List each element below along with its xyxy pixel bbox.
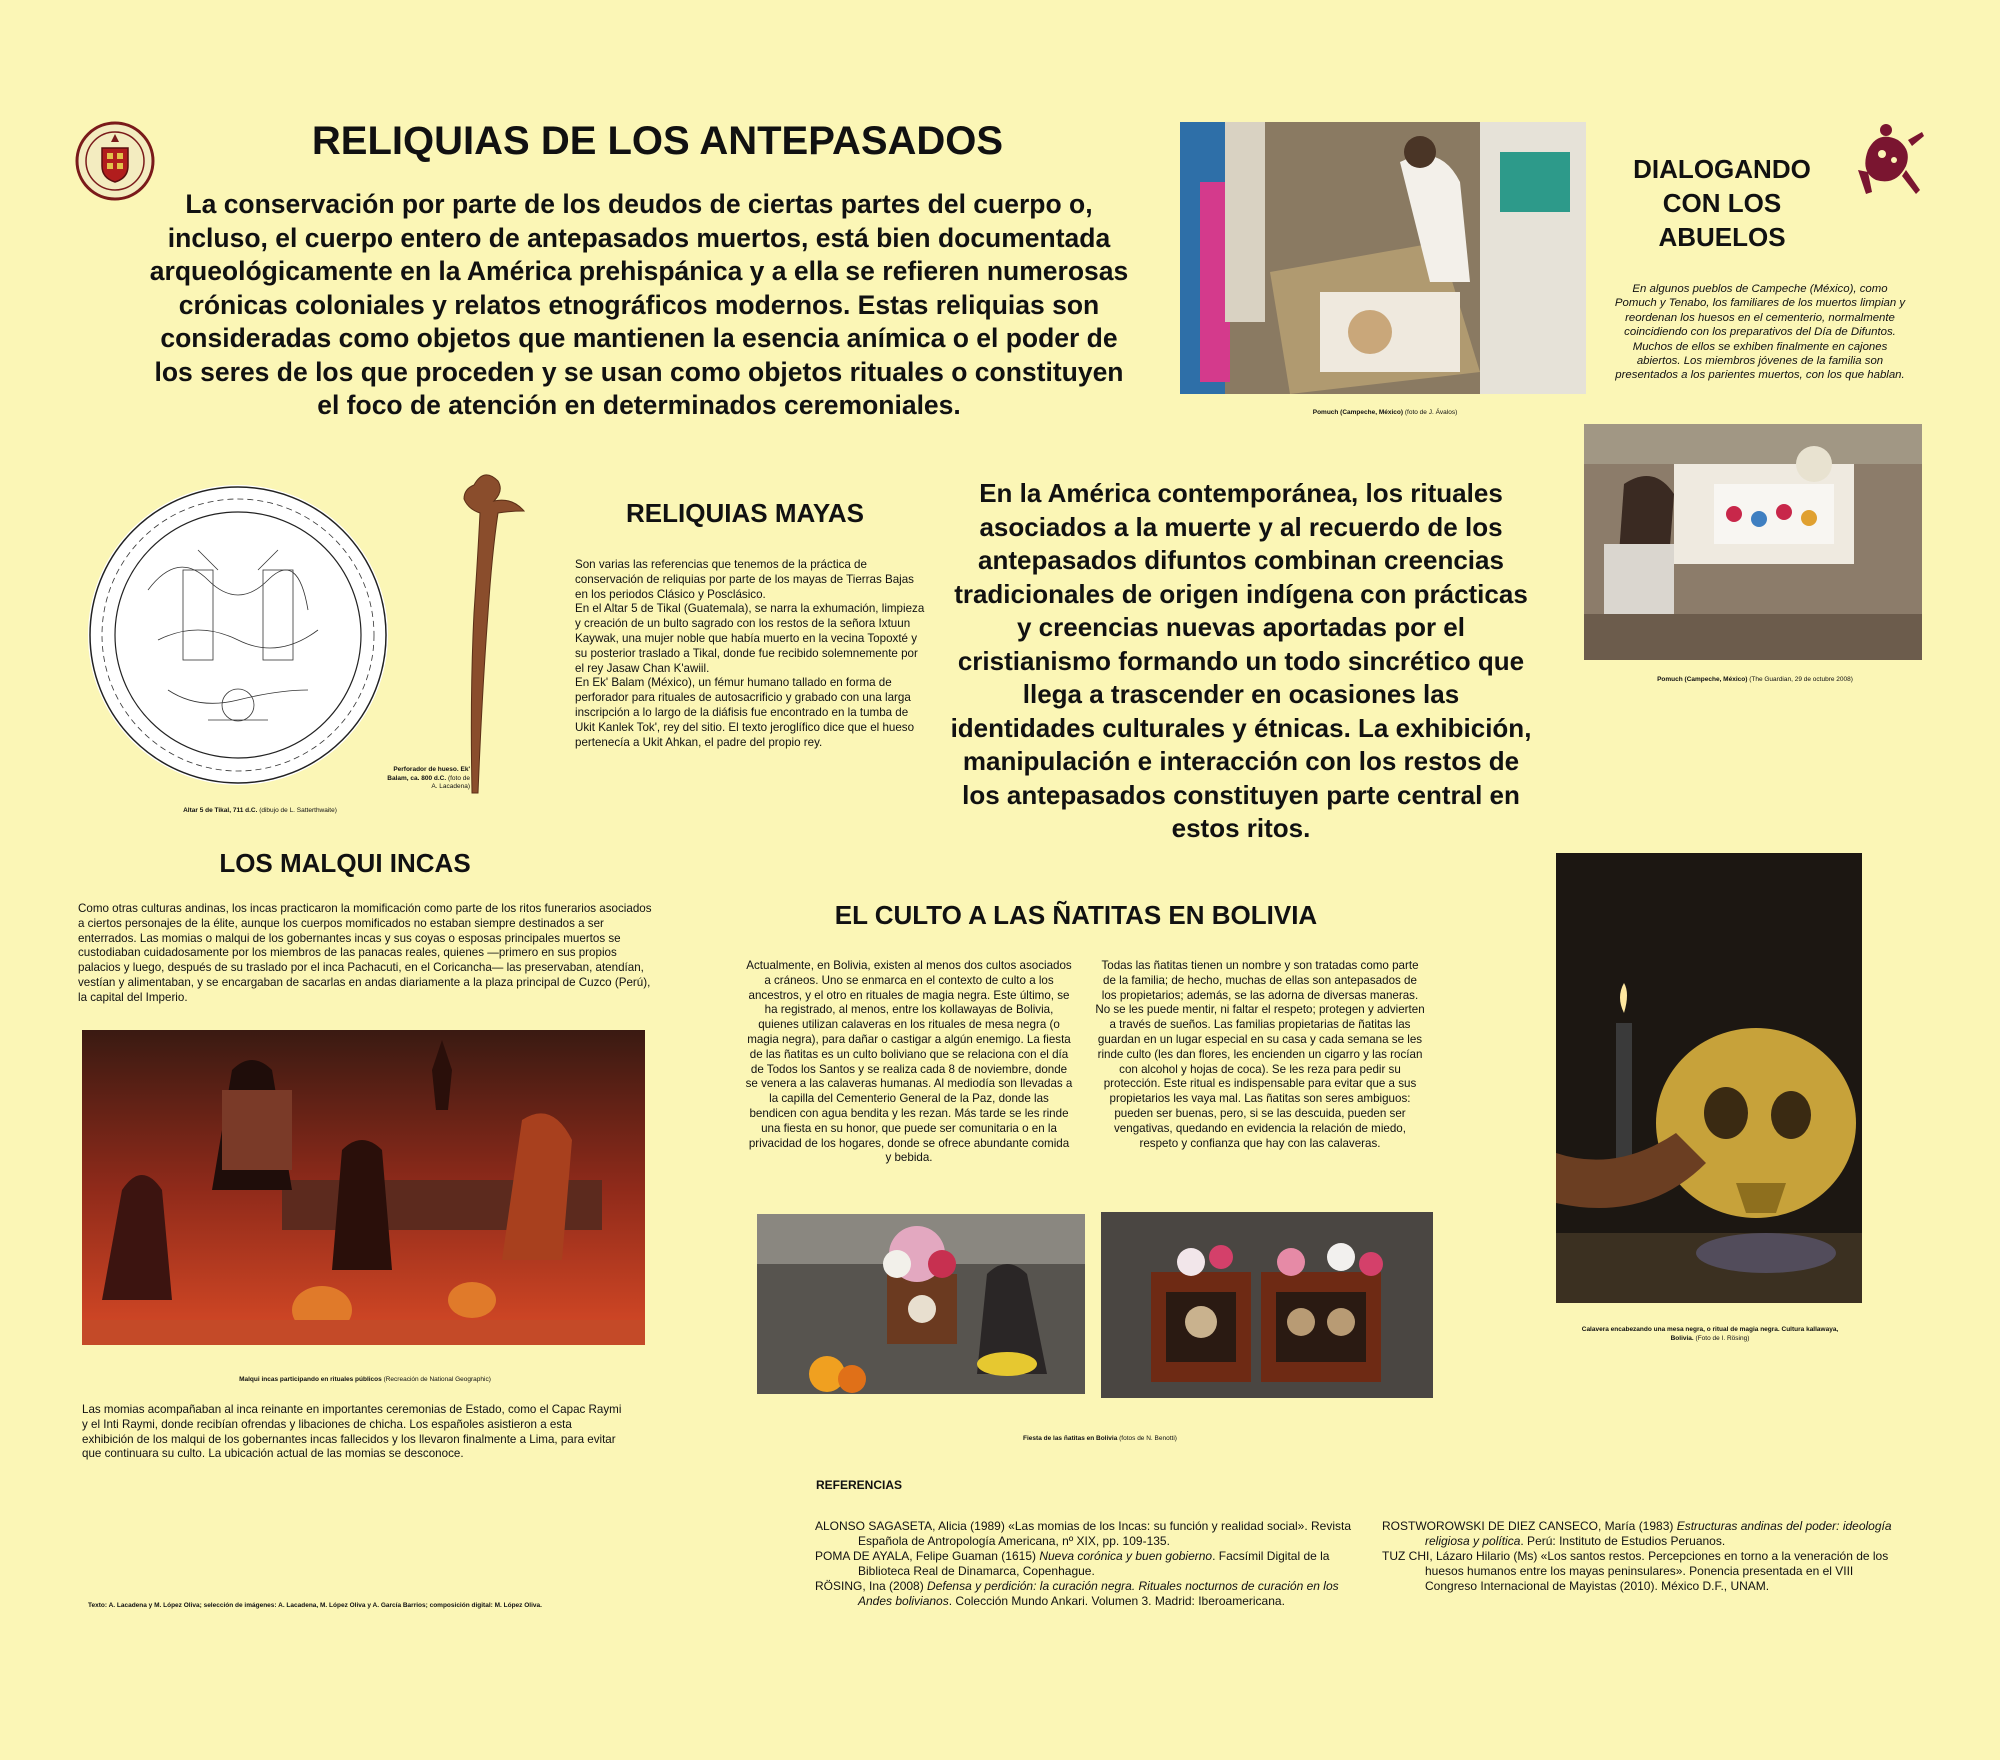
altar-5-tikal-drawing <box>88 470 388 770</box>
page-title: RELIQUIAS DE LOS ANTEPASADOS <box>311 119 1004 163</box>
credits: Texto: A. Lacadena y M. López Oliva; selección de imágenes: A. Lacadena, M. López Oliva y A. García Barrios; composición digital: M. López Oliva. <box>88 1602 542 1609</box>
university-crest-logo <box>74 120 156 202</box>
referencias-right <box>1382 1519 1902 1594</box>
mayas-title: RELIQUIAS MAYAS <box>626 498 864 528</box>
ref-rosing: RÖSING, Ina (2008) Defensa y perdición: la curación negra. Rituales nocturnos de curación en los Andes bolivianos. Colección Mundo Ankari. Volumen 3. Madrid: Iberoamericana. <box>815 1579 1339 1608</box>
pomuch-photo2-caption: Pomuch (Campeche, México) (The Guardian, 29 de octubre 2008) <box>1657 676 1853 683</box>
ref-alonso: ALONSO SAGASETA, Alicia (1989) «Las momias de los Incas: su función y realidad social». Revista Española de Antropología Americana, nº XIX, pp. 109-135. <box>815 1519 1352 1548</box>
incas-title: LOS MALQUI INCAS <box>219 848 471 878</box>
ref-tuz-chi: TUZ CHI, Lázaro Hilario (Ms) «Los santos restos. Percepciones en torno a la veneración de los huesos humanos entre los mayas peninsulares». Ponencia presentada en el VIII Congreso Internacional de Mayistas (2010). México D.F., UNAM. <box>1382 1549 1889 1593</box>
dialogando-text: En algunos pueblos de Campeche (México), como Pomuch y Tenabo, los familiares de los muertos limpian y reordenan los huesos en el cementerio, normalmente coincidiendo con los preparativos del Día de Difuntos. Muchos de ellos se exhiben finalmente en cajones abiertos. Los miembros jóvenes de la familia son presentados a los parientes muertos, con los que hablan. <box>1614 283 1906 382</box>
referencias-title: REFERENCIAS <box>816 1478 903 1492</box>
pomuch-child-photo <box>1584 424 1922 660</box>
natitas-col2: Todas las ñatitas tienen un nombre y son tratadas como parte de la familia; de hecho, muchas de ellas son antepasados de los propietarios; además, se las adorna de diversas maneras. No se les puede mentir, ni faltar el respeto; protegen y advierten a través de sueños. Las familias propietarias de ñatitas las guardan en un lugar especial en su casa y cada semana se les rinde culto (les dan flores, les encienden un cigarro y las rocían con alcohol y hojas de coca). Se les reza para pedir su protección. Este ritual es indispensable para evitar que a sus propietarios les vaya mal. Las ñatitas son seres ambiguos: pueden ser buenas, pero, si se las descuida, pueden ser vengativas, quedando en evidencia la relación de miedo, respeto y confianza que hay con las calaveras. <box>1095 959 1425 1150</box>
mayas-text: Son varias las referencias que tenemos de la práctica de conservación de reliquias por parte de los mayas de Tierras Bajas en los periodos Clásico y Posclásico. En el Altar 5 de Tikal (Guatemala), se narra la exhumación, limpieza y creación de un bulto sagrado con los restos de la señora Ixtuun Kaywak, una mujer noble que había muerto en la vecina Topoxté y su posterior traslado a Tikal, donde fue recibido solemnemente por el rey Jasaw Chan K'awiil. En Ek' Balam (México), un fémur humano tallado en forma de perforador para rituales de autosacrificio y grabado con una larga inscripción a lo largo de la diáfisis fue encontrado en la tumba de Ukit Kanlek Tok', rey del sitio. El texto jeroglífico dice que el hueso pertenecía a Ukit Ahkan, el padre del propio rey. <box>575 558 925 749</box>
altar-caption: Altar 5 de Tikal, 711 d.C. (dibujo de L. Satterthwaite) <box>183 807 337 814</box>
contemporanea-paragraph: En la América contemporánea, los rituales asociados a la muerte y al recuerdo de los antepasados difuntos combinan creencias tradicionales de origen indígena con prácticas y creencias nuevas aportadas por el cristianismo formando un todo sincrético que llega a trascender en ocasiones las identidades culturales y étnicas. La exhibición, manipulación e interacción con los restos de los antepasados constituyen parte central en estos ritos. <box>950 478 1532 843</box>
natitas-fiesta-photo-1 <box>757 1214 1085 1394</box>
incas-image-caption: Malqui incas participando en rituales públicos (Recreación de National Geographic) <box>239 1376 491 1383</box>
intro-paragraph: La conservación por parte de los deudos de ciertas partes del cuerpo o, incluso, el cuerpo entero de antepasados muertos, está bien documentada arqueológicamente en la América prehispánica y a ella se refieren numerosas crónicas coloniales y relatos etnográficos modernos. Estas reliquias son consideradas como objetos que mantienen la esencia anímica o el poder de los seres de los que proceden y se usan como objetos rituales o constituyen el foco de atención en determinados ceremoniales. <box>149 189 1129 420</box>
incas-text-2: Las momias acompañaban al inca reinante en importantes ceremonias de Estado, como el Capac Raymi y el Inti Raymi, donde recibían ofrendas y libaciones de chicha. Los españoles asistieron a esta exhibición de los malqui de los gobernantes incas fallecidos y los llevaron finalmente a Lima, para evitar que continuara su culto. La ubicación actual de las momias se desconoce. <box>82 1403 622 1461</box>
incas-text-1: Como otras culturas andinas, los incas practicaron la momificación como parte de los ritos funerarios asociados a ciertos personajes de la élite, aunque los cuerpos momificados no estaban siempre destinados a ser enterrados. Las momias o malqui de los gobernantes incas y sus coyas o esposas principales muertos se custodiaban cuidadosamente por los miembros de las panacas reales, quienes —primero en sus propios palacios y luego, después de su traslado por el inca Pachacuti, en el Coricancha— las preservaban, atendían, vestían y alimentaban, y se encargaban de sacarlas en andas diariamente a la plaza principal de Cuzco (Perú), la capital del Imperio. <box>78 902 652 1004</box>
pomuch-cemetery-photo <box>1180 122 1586 394</box>
ref-poma: POMA DE AYALA, Felipe Guaman (1615) Nueva corónica y buen gobierno. Facsímil Digital de la Biblioteca Real de Dinamarca, Copenhague. <box>815 1549 1330 1578</box>
skull-mesa-negra-photo <box>1556 853 1862 1303</box>
natitas-col1: Actualmente, en Bolivia, existen al menos dos cultos asociados a cráneos. Uno se enmarca en el contexto de culto a los ancestros, y el otro en rituales de magia negra. Este último, se ha registrado, al menos, entre los kollawayas de Bolivia, quienes utilizan calaveras en los rituales de mesa negra (o magia negra), para dañar o castigar a algún enemigo. La fiesta de las ñatitas es un culto boliviano que se relaciona con el día de Todos los Santos y se realiza cada 8 de noviembre, donde se venera a las calaveras humanas. Al mediodía son llevadas a la capilla del Cementerio General de la Paz, donde las bendicen con agua bendita y les rezan. Más tarde se les rinde una fiesta en su honor, que puede ser comunitaria o en la privacidad de los hogares, donde se ofrece abundante comida y bebida. <box>745 959 1073 1165</box>
malqui-incas-illustration <box>82 1030 645 1345</box>
skull-caption: Calavera encabezando una mesa negra, o ritual de magia negra. Cultura kallawaya, Bolivia. (Foto de I. Rösing) <box>1581 1326 1839 1342</box>
bone-perforator-image <box>432 465 542 800</box>
referencias-left <box>815 1519 1355 1609</box>
ref-rostworowski: ROSTWOROWSKI DE DIEZ CANSECO, María (1983) Estructuras andinas del poder: ideología religiosa y política. Perú: Instituto de Estudios Peruanos. <box>1382 1519 1892 1548</box>
natitas-fiesta-photo-2 <box>1101 1212 1433 1398</box>
pomuch-photo1-caption: Pomuch (Campeche, México) (foto de J. Ávalos) <box>1312 409 1458 416</box>
fiesta-caption: Fiesta de las ñatitas en Bolivia (fotos de N. Benotti) <box>1023 1435 1177 1442</box>
natitas-title: EL CULTO A LAS ÑATITAS EN BOLIVIA <box>834 900 1318 930</box>
maya-glyph-logo <box>1848 120 1928 204</box>
dialogando-title: DIALOGANDO CON LOS ABUELOS <box>1633 154 1811 252</box>
bone-perforator-caption: Perforador de hueso. Ek' Balam, ca. 800 d.C. (foto de A. Lacadena) <box>387 766 470 790</box>
